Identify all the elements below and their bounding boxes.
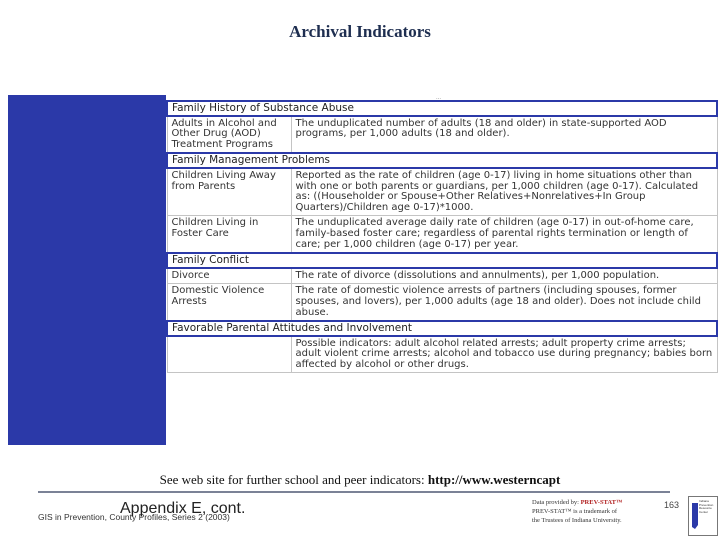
footer-divider	[38, 491, 670, 493]
indicator-description: The rate of domestic violence arrests of partners (including spouses, former spouses, and lovers), per 1,000 adults (age 18 and older). Does not include child abuse.	[291, 284, 717, 321]
page-number: 163	[664, 500, 680, 510]
table-row	[167, 336, 717, 373]
indicator-label: Children Living in Foster Care	[167, 216, 291, 253]
footer-note	[0, 472, 720, 488]
page-title: Archival Indicators	[289, 22, 431, 41]
table-row	[167, 284, 717, 321]
indicator-label	[167, 336, 291, 373]
iprc-logo	[688, 496, 718, 536]
indicator-label: Domestic Violence Arrests	[167, 284, 291, 321]
indicator-description: The unduplicated average daily rate of children (age 0-17) in out-of-home care, family-based foster care; regardless of parental rights termination or length of care; per 1,000 children (age 0-17) per year.	[291, 216, 717, 253]
section-header: Favorable Parental Attitudes and Involvement	[167, 321, 717, 336]
footer-note-text: See web site for further school and peer indicators:	[159, 472, 425, 487]
indicator-label: Divorce	[167, 268, 291, 284]
section-header-row	[167, 321, 717, 336]
credit-line-2: PREV-STAT™ is a trademark of	[532, 508, 618, 515]
table-row	[167, 268, 717, 284]
table-row	[167, 216, 717, 253]
indicator-label: Adults in Alcohol and Other Drug (AOD) Treatment Programs	[167, 116, 291, 154]
table-row	[167, 168, 717, 216]
left-blue-panel	[8, 95, 166, 445]
indicator-table-image	[166, 95, 718, 445]
series-caption: GIS in Prevention, County Profiles, Series 2 (2003)	[38, 512, 230, 522]
indicator-label: Children Living Away from Parents	[167, 168, 291, 216]
indicator-description: Reported as the rate of children (age 0-17) living in home situations other than with one or both parents or guardians, per 1,000 children (age 0-17). Calculated as: ((Householder or Spouse+Other Relatives+Nonrelatives+In Group Quarters)/Children age 0-17)*1000.	[291, 168, 717, 216]
indicator-description: Possible indicators: adult alcohol related arrests; adult property crime arrests; adult violent crime arrests; alcohol and tobacco use during pregnancy; babies born affected by alcohol or other drugs.	[291, 336, 717, 373]
section-header-row	[167, 153, 717, 168]
credit-brand: PREV-STAT™	[580, 499, 623, 506]
section-header-row	[167, 253, 717, 268]
table-row	[167, 116, 717, 154]
appendix-label: Appendix E, cont.	[120, 500, 246, 517]
footer-note-link[interactable]: http://www.westerncapt	[427, 472, 561, 487]
indicator-description: The unduplicated number of adults (18 and older) in state-supported AOD programs, per 1,000 adults (18 and older).	[291, 116, 717, 154]
logo-text: Indiana Prevention Resource Center	[699, 499, 714, 514]
credit-line-3: the Trustees of Indiana University.	[532, 517, 622, 524]
indicator-description: The rate of divorce (dissolutions and annulments), per 1,000 population.	[291, 268, 717, 284]
section-header: Family Conflict	[167, 253, 717, 268]
credit-line-1	[532, 498, 682, 507]
indicator-table	[166, 100, 718, 373]
credit-prefix: Data provided by:	[532, 499, 579, 506]
table-top-stub: ...	[436, 95, 442, 101]
data-credit	[532, 498, 682, 525]
section-header-row	[167, 101, 717, 116]
section-header: Family History of Substance Abuse	[167, 101, 717, 116]
section-header: Family Management Problems	[167, 153, 717, 168]
